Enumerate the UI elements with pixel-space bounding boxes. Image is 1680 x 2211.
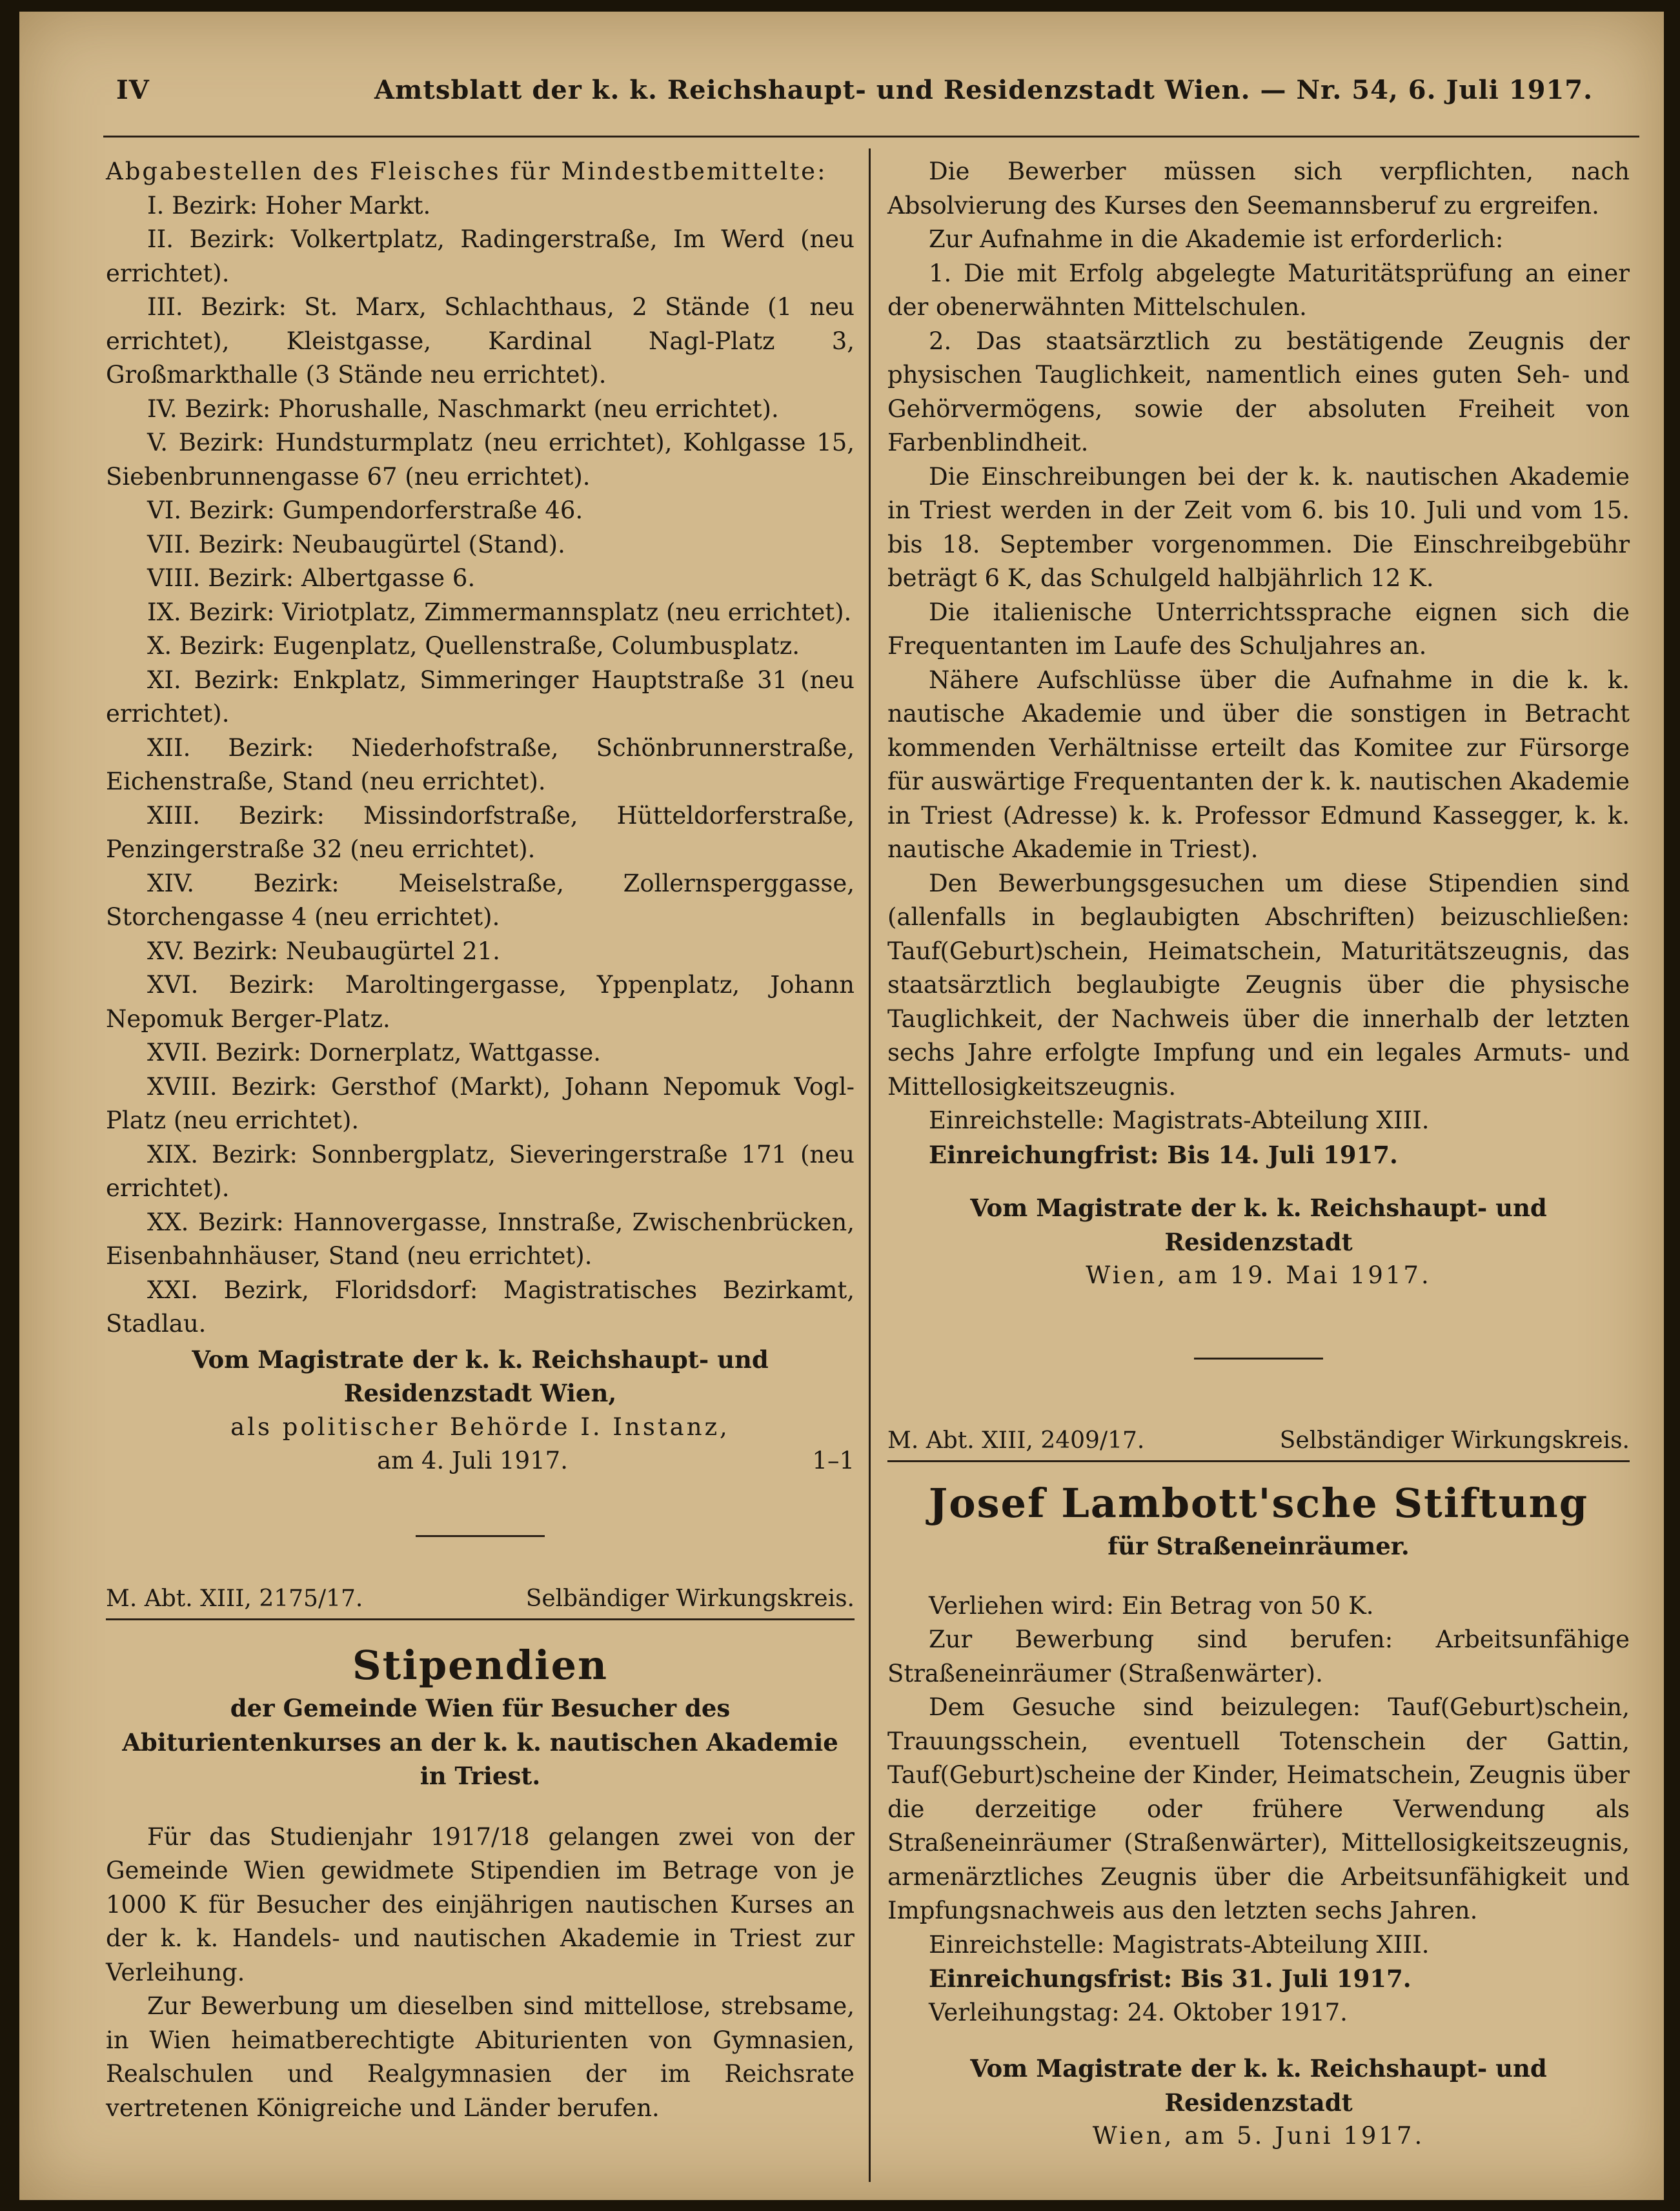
district-entry: XV. Bezirk: Neubaugürtel 21. (147, 937, 500, 965)
lambott-title: Josef Lambott'sche Stiftung (928, 1480, 1589, 1527)
district-entry: IV. Bezirk: Phorushalle, Naschmarkt (neu errichtet). (147, 394, 779, 423)
meat-signature-line2: als politischer Behörde I. Instanz, (230, 1412, 730, 1441)
stipend-ref-number: M. Abt. XIII, 2175/17. (106, 1585, 363, 1612)
district-entry: XX. Bezirk: Hannovergasse, Innstraße, Zwischenbrücken, Eisenbahnhäuser, Stand (neu errichtet). (106, 1208, 855, 1270)
meat-signature-date-row (106, 1444, 855, 1478)
meat-signature-line1: Vom Magistrate der k. k. Reichshaupt- und Residenzstadt Wien, (192, 1345, 769, 1407)
stipend-reference-line (106, 1582, 855, 1621)
stipend-cont-paragraph-5: Die Einschreibungen bei der k. k. nautischen Akademie in Triest werden in der Zeit vom 6. bis 10. Juli und vom 15. bis 18. September vorgenommen. Die Einschreibgebühr beträgt 6 K, das Schulgeld halbjährlich 12 K. (887, 462, 1630, 592)
district-entry: XVIII. Bezirk: Gersthof (Markt), Johann Nepomuk Vogl-Platz (neu errichtet). (106, 1072, 855, 1134)
stipend-cont-paragraph-8: Den Bewerbungsgesuchen um diese Stipendien sind (allenfalls in beglaubigten Abschriften) beizuschließen: Tauf(Geburt)schein, Heimatschein, Maturitätszeugnis, das staatsärztlich beglaubigte Zeugnis über die physische Tauglichkeit, der Nachweis über die innerhalb der letzten sechs Jahre erfolgte Impfung und ein legales Armuts- und Mittellosigkeitszeugnis. (887, 869, 1630, 1101)
district-entry: XXI. Bezirk, Floridsdorf: Magistratisches Bezirkamt, Stadlau. (106, 1276, 855, 1338)
stipend-cont-paragraph-2: Zur Aufnahme in die Akademie ist erforderlich: (929, 225, 1504, 253)
district-entry: III. Bezirk: St. Marx, Schlachthaus, 2 Stände (1 neu errichtet), Kleistgasse, Kardinal Nagl-Platz 3, Großmarkthalle (3 Stände neu errichtet). (106, 293, 855, 389)
district-entry: II. Bezirk: Volkertplatz, Radingerstraße, Im Werd (neu errichtet). (106, 225, 855, 287)
district-entry: VIII. Bezirk: Albertgasse 6. (147, 564, 476, 592)
stipend-signature-line1: Vom Magistrate der k. k. Reichshaupt- und Residenzstadt (970, 1194, 1547, 1256)
district-entry: I. Bezirk: Hoher Markt. (147, 191, 431, 219)
stipend-cont-paragraph-4: 2. Das staatsärztlich zu bestätigende Zeugnis der physischen Tauglichkeit, namentlich eines guten Seh- und Gehörvermögens, sowie der absoluten Freiheit von Farbenblindheit. (887, 327, 1630, 456)
district-entry: XI. Bezirk: Enkplatz, Simmeringer Hauptstraße 31 (neu errichtet). (106, 666, 855, 728)
lambott-subtitle: für Straßeneinräumer. (1108, 1532, 1410, 1560)
lambott-deadline: Einreichungsfrist: Bis 31. Juli 1917. (929, 1964, 1412, 1993)
left-column (106, 155, 855, 2125)
district-entry: XVII. Bezirk: Dornerplatz, Wattgasse. (147, 1039, 602, 1066)
district-entry: X. Bezirk: Eugenplatz, Quellenstraße, Columbusplatz. (147, 632, 800, 660)
right-column (887, 155, 1630, 2154)
stipend-deadline: Einreichungfrist: Bis 14. Juli 1917. (929, 1140, 1398, 1169)
lambott-award-day: Verleihungstag: 24. Oktober 1917. (929, 1998, 1348, 2026)
stipend-cont-paragraph-3: 1. Die mit Erfolg abgelegte Maturitätsprüfung an einer der obenerwähnten Mittelschulen. (887, 259, 1630, 321)
district-entry: V. Bezirk: Hundsturmplatz (neu errichtet), Kohlgasse 15, Siebenbrunnengasse 67 (neu errichtet). (106, 429, 855, 491)
newspaper-page (19, 12, 1664, 2200)
running-title: Amtsblatt der k. k. Reichshaupt- und Residenzstadt Wien. — Nr. 54, 6. Juli 1917. (374, 75, 1594, 105)
stipend-office: Einreichstelle: Magistrats-Abteilung XIII. (929, 1106, 1430, 1134)
meat-signature-date: am 4. Juli 1917. (377, 1447, 568, 1474)
stipend-ref-scope: Selbändiger Wirkungskreis. (525, 1585, 855, 1612)
meat-heading: Abgabestellen des Fleisches für Mindestbemittelte: (106, 158, 827, 185)
lambott-signature-line1: Vom Magistrate der k. k. Reichshaupt- und Residenzstadt (970, 2054, 1547, 2117)
column-divider (869, 148, 871, 2182)
district-entry: VII. Bezirk: Neubaugürtel (Stand). (147, 530, 565, 558)
lambott-ref-number: M. Abt. XIII, 2409/17. (887, 1427, 1145, 1454)
district-entry: XIII. Bezirk: Missindorfstraße, Hütteldorferstraße, Penzingerstraße 32 (neu errichtet). (106, 801, 855, 863)
district-entry: XVI. Bezirk: Maroltingergasse, Yppenplatz, Johann Nepomuk Berger-Platz. (106, 971, 855, 1033)
lambott-paragraph-3: Dem Gesuche sind beizulegen: Tauf(Geburt)schein, Trauungsschein, eventuell Totenschein der Gattin, Tauf(Geburt)scheine der Kinder, Heimatschein, Zeugnis über die derzeitige oder frühere Verwendung als Straßeneinräumer (Straßenwärter), Mittellosigkeitszeugnis, armenärztliches Zeugnis über die Arbeitsunfähigkeit und Impfungsnachweis aus den letzten sechs Jahren. (887, 1693, 1630, 1924)
lambott-signature-line2: Wien, am 5. Juni 1917. (1092, 2122, 1425, 2150)
stipend-paragraph-1: Für das Studienjahr 1917/18 gelangen zwei von der Gemeinde Wien gewidmete Stipendien im Betrage von je 1000 K für Besucher des einjährigen nautischen Kurses an der k. k. Handels- und nautischen Akademie in Triest zur Verleihung. (106, 1822, 855, 1986)
stipend-subtitle: der Gemeinde Wien für Besucher des Abiturientenkurses an der k. k. nautischen Akademie in Triest. (122, 1694, 838, 1790)
district-entry: VI. Bezirk: Gumpendorferstraße 46. (147, 496, 583, 524)
meat-signature-note: 1–1 (812, 1447, 855, 1474)
district-list (106, 189, 855, 1341)
stipend-cont-paragraph-6: Die italienische Unterrichtssprache eignen sich die Frequentanten im Laufe des Schuljahres an. (887, 598, 1630, 660)
page-number: IV (116, 75, 150, 105)
district-entry: XIV. Bezirk: Meiselstraße, Zollernsperggasse, Storchengasse 4 (neu errichtet). (106, 869, 855, 931)
lambott-paragraph-1: Verliehen wird: Ein Betrag von 50 K. (929, 1591, 1374, 1620)
district-entry: IX. Bezirk: Viriotplatz, Zimmermannsplatz (neu errichtet). (147, 598, 852, 626)
stipend-signature-line2: Wien, am 19. Mai 1917. (1086, 1261, 1432, 1289)
district-entry: XIX. Bezirk: Sonnbergplatz, Sieveringerstraße 171 (neu errichtet). (106, 1140, 855, 1202)
lambott-reference-line (887, 1424, 1630, 1463)
district-entry: XII. Bezirk: Niederhofstraße, Schönbrunnerstraße, Eichenstraße, Stand (neu errichtet). (106, 733, 855, 795)
lambott-ref-scope: Selbständiger Wirkungskreis. (1279, 1427, 1630, 1454)
page-header (116, 75, 1594, 114)
stipend-paragraph-2: Zur Bewerbung um dieselben sind mittellose, strebsame, in Wien heimatberechtigte Abiturienten von Gymnasien, Realschulen und Realgymnasien der im Reichsrate vertretenen Königreiche und Länder berufen. (106, 1992, 855, 2122)
header-rule (103, 136, 1639, 138)
stipend-cont-paragraph-1: Die Bewerber müssen sich verpflichten, nach Absolvierung des Kurses den Seemannsberuf zu ergreifen. (887, 158, 1630, 219)
stipend-cont-paragraph-7: Nähere Aufschlüsse über die Aufnahme in die k. k. nautische Akademie und über die sonstigen in Betracht kommenden Verhältnisse erteilt das Komitee zur Fürsorge für auswärtige Frequentanten der k. k. nautischen Akademie in Triest (Adresse) k. k. Professor Edmund Kassegger, k. k. nautische Akademie in Triest). (887, 666, 1630, 863)
lambott-office: Einreichstelle: Magistrats-Abteilung XIII. (929, 1930, 1430, 1959)
stipend-title: Stipendien (352, 1642, 609, 1689)
lambott-paragraph-2: Zur Bewerbung sind berufen: Arbeitsunfähige Straßeneinräumer (Straßenwärter). (887, 1625, 1630, 1687)
